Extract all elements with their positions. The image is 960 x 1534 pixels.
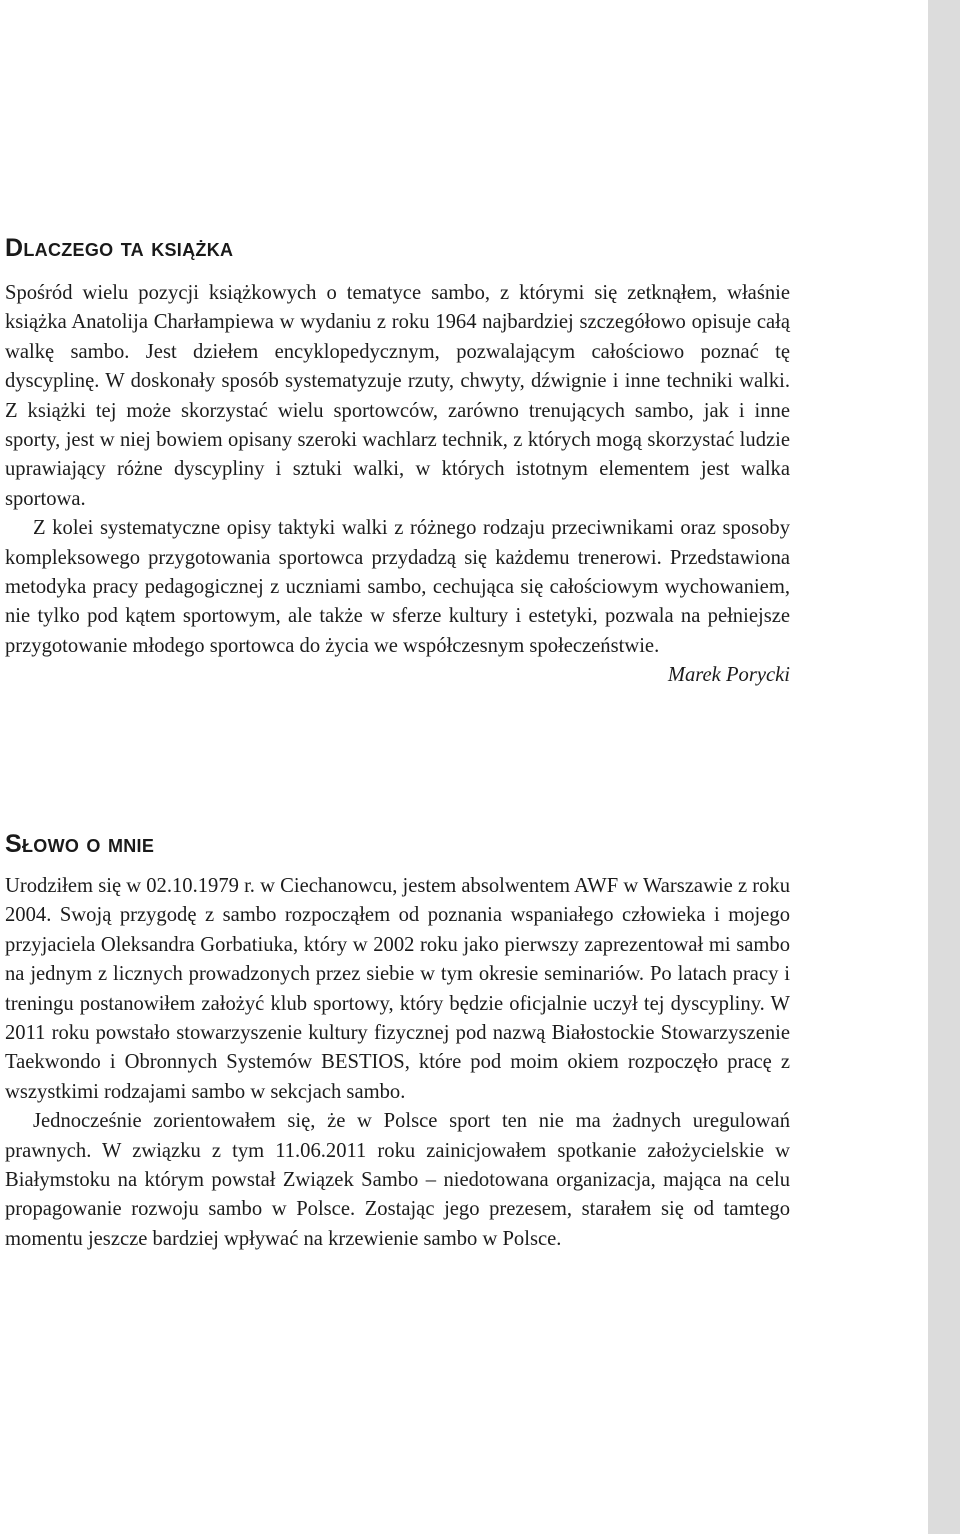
paragraph: Z kolei systematyczne opisy taktyki walki z różnego rodzaju przeciwnikami oraz sposoby kompleksowego przygotowania sportowca przydadzą się każdemu trenerowi. Przedstawiona metodyka pracy pedagogicznej z uczniami sambo, cechująca się całościowym wychowaniem, nie tylko pod kątem sportowym, ale także w sferze kultury i estetyki, pozwala na pełniejsze przygotowanie młodego sportowca do życia we współczesnym społeczeństwie. bbox=[5, 517, 790, 657]
section-body-about-me bbox=[5, 872, 790, 1254]
paragraph: Jednocześnie zorientowałem się, że w Polsce sport ten nie ma żadnych uregulowań prawnych. W związku z tym 11.06.2011 roku zainicjowałem spotkanie założycielskie w Białymstoku na którym powstał Związek Sambo – niedotowana organizacja, mająca na celu propagowanie rozwoju sambo w Polsce. Zostając jego prezesem, starałem się od tamtego momentu jeszcze bardziej wpływać na krzewienie sambo w Polsce. bbox=[5, 1110, 790, 1250]
section-heading-why-this-book: Dlaczego ta książka bbox=[5, 234, 234, 262]
paragraph: Spośród wielu pozycji książkowych o tematyce sambo, z którymi się zetknąłem, właśnie książka Anatolija Charłampiewa w wydaniu z roku 1964 najbardziej szczegółowo opisuje całą walkę sambo. Jest dziełem encyklopedycznym, pozwalającym całościowo poznać tę dyscyplinę. W doskonały sposób systematyzuje rzuty, chwyty, dźwignie i inne techniki walki. Z książki tej może skorzystać wielu sportowców, zarówno trenujących sambo, jak i inne sporty, jest w niej bowiem opisany szeroki wachlarz technik, z których mogą skorzystać ludzie uprawiający różne dyscypliny i sztuki walki, w których istotnym elementem jest walka sportowa. bbox=[5, 282, 790, 510]
paragraph: Urodziłem się w 02.10.1979 r. w Ciechanowcu, jestem absolwentem AWF w Warszawie z roku 2004. Swoją przygodę z sambo rozpocząłem od poznania wspaniałego człowieka i mojego przyjaciela Oleksandra Gorbatiuka, który w 2002 roku jako pierwszy zaprezentował mi sambo na jednym z licznych prowadzonych przez siebie w tym okresie seminariów. Po latach pracy i treningu postanowiłem założyć klub sportowy, który będzie oficjalnie uczył tej dyscypliny. W 2011 roku powstało stowarzyszenie kultury fizycznej pod nazwą Białostockie Stowarzyszenie Taekwondo i Obronnych Systemów BESTIOS, które pod moim okiem rozpoczęło pracę z wszystkimi rodzajami sambo w sekcjach sambo. bbox=[5, 875, 790, 1103]
section-body-why-this-book bbox=[5, 279, 790, 691]
section-heading-about-me: Słowo o mnie bbox=[5, 830, 155, 858]
page-edge-strip bbox=[928, 0, 960, 1534]
author-signature: Marek Porycki bbox=[667, 664, 790, 687]
